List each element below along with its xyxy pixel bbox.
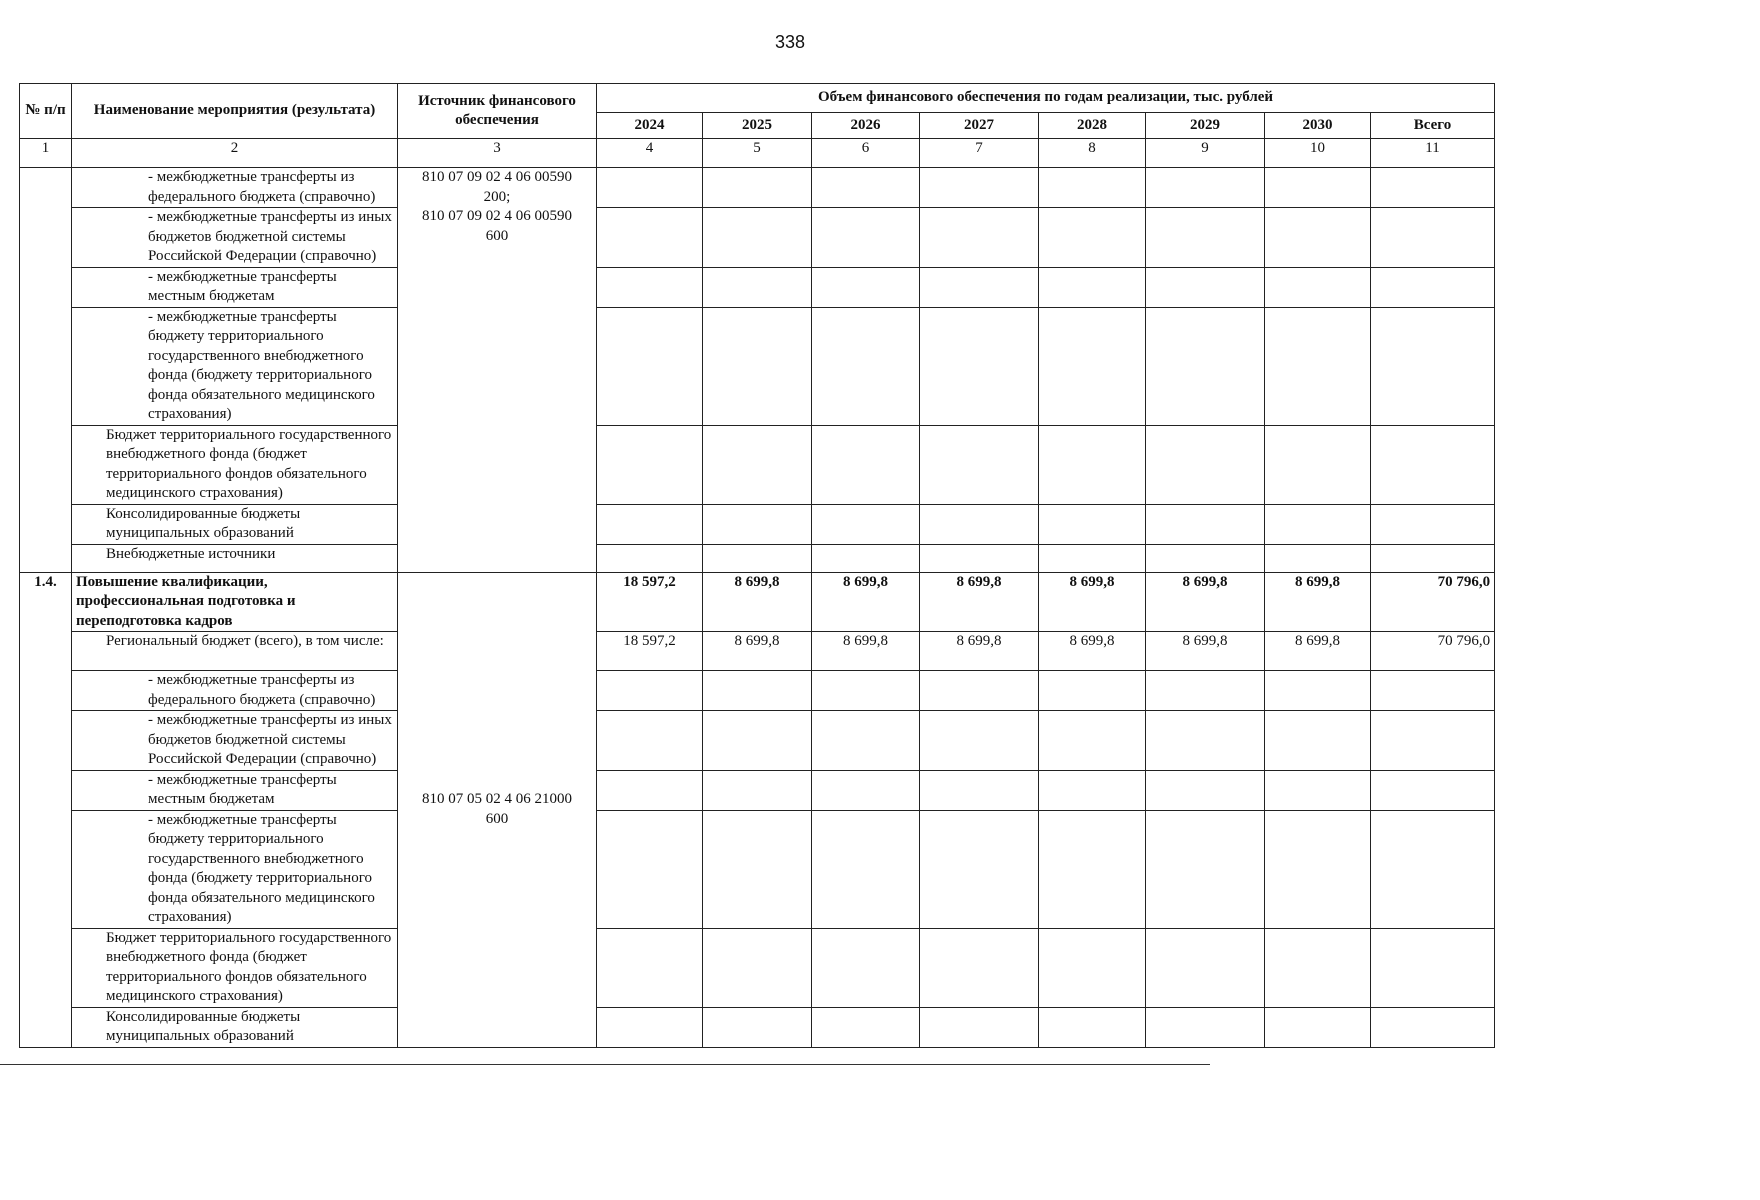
source-cell <box>398 168 597 573</box>
header-year: 2024 <box>597 113 703 139</box>
value-cell: 8 699,8 <box>703 632 812 671</box>
value-cell: 8 699,8 <box>1146 572 1265 632</box>
table-row <box>20 307 1495 425</box>
value-cell: 8 699,8 <box>812 572 920 632</box>
row-label: Бюджет территориального государственного внебюджетного фонда (бюджет территориального фондов обязательного медицинского страхования) <box>106 426 392 501</box>
row-label: - межбюджетные трансферты местным бюджетам <box>148 268 337 304</box>
source-line: 200; <box>483 188 511 205</box>
value-cell: 8 699,8 <box>1146 632 1265 671</box>
value-cell: 8 699,8 <box>812 632 920 671</box>
table-row <box>20 425 1495 504</box>
page-number: 338 <box>774 32 806 52</box>
header-year: 2025 <box>703 113 812 139</box>
value-cell: 8 699,8 <box>920 572 1039 632</box>
row-label: Консолидированные бюджеты муниципальных образований <box>106 505 301 541</box>
column-number: 10 <box>1265 139 1371 168</box>
table-row <box>20 1007 1495 1047</box>
column-number: 11 <box>1371 139 1495 168</box>
header-no: № п/п <box>20 84 72 139</box>
row-label: - межбюджетные трансферты бюджету территориального государственного внебюджетного фонда (бюджету территориального фонда обязательного медицинского страхования) <box>148 308 375 422</box>
header-year: 2029 <box>1146 113 1265 139</box>
table-row <box>20 810 1495 928</box>
table-row <box>20 208 1495 268</box>
row-label: Внебюджетные источники <box>106 545 276 562</box>
column-number: 8 <box>1039 139 1146 168</box>
header-year: 2030 <box>1265 113 1371 139</box>
table-row <box>20 928 1495 1007</box>
table-row <box>20 168 1495 208</box>
column-numbers-row <box>20 139 1495 168</box>
value-cell: 8 699,8 <box>1265 572 1371 632</box>
total-cell: 70 796,0 <box>1371 632 1495 671</box>
row-label: - межбюджетные трансферты из иных бюджетов бюджетной системы Российской Федерации (справочно) <box>148 712 392 767</box>
source-line: 810 07 09 02 4 06 00590 <box>422 208 572 224</box>
column-number: 5 <box>703 139 812 168</box>
value-cell: 8 699,8 <box>1039 632 1146 671</box>
header-source: Источник финансового обеспечения <box>398 84 597 139</box>
column-number: 7 <box>920 139 1039 168</box>
source-line: 600 <box>485 227 509 244</box>
row-label: - межбюджетные трансферты из федерального бюджета (справочно) <box>148 672 376 708</box>
column-number: 3 <box>398 139 597 168</box>
row-label: Бюджет территориального государственного внебюджетного фонда (бюджет территориального фондов обязательного медицинского страхования) <box>106 929 392 1004</box>
column-number: 4 <box>597 139 703 168</box>
source-line: 810 07 09 02 4 06 00590 <box>422 169 572 185</box>
header-year: 2028 <box>1039 113 1146 139</box>
source-cell <box>398 572 597 1047</box>
column-number: 9 <box>1146 139 1265 168</box>
table-row <box>20 671 1495 711</box>
row-label: Региональный бюджет (всего), в том числе: <box>106 633 384 649</box>
row-label: - межбюджетные трансферты местным бюджетам <box>148 771 337 807</box>
row-label: Консолидированные бюджеты муниципальных образований <box>106 1008 301 1044</box>
value-cell: 8 699,8 <box>920 632 1039 671</box>
header-year: 2027 <box>920 113 1039 139</box>
value-cell: 8 699,8 <box>703 572 812 632</box>
value-cell: 18 597,2 <box>597 632 703 671</box>
header-total: Всего <box>1371 113 1495 139</box>
table-row <box>20 711 1495 771</box>
table-row <box>20 504 1495 544</box>
value-cell: 8 699,8 <box>1039 572 1146 632</box>
value-cell: 8 699,8 <box>1265 632 1371 671</box>
row-label: - межбюджетные трансферты из иных бюджетов бюджетной системы Российской Федерации (справочно) <box>148 209 392 264</box>
column-number: 6 <box>812 139 920 168</box>
activity-title: Повышение квалификации, профессиональная подготовка и переподготовка кадров <box>72 572 398 632</box>
table-row <box>20 632 1495 671</box>
table-row <box>20 544 1495 572</box>
financing-table <box>19 83 1495 1048</box>
row-label: - межбюджетные трансферты из федерального бюджета (справочно) <box>148 169 376 205</box>
source-line: 810 07 05 02 4 06 21000 <box>422 791 572 807</box>
row-number: 1.4. <box>20 572 72 1047</box>
header-name: Наименование мероприятия (результата) <box>72 84 398 139</box>
table-row <box>20 267 1495 307</box>
table-row <box>20 572 1495 632</box>
source-line: 600 <box>485 810 509 827</box>
value-cell: 18 597,2 <box>597 572 703 632</box>
header-year: 2026 <box>812 113 920 139</box>
row-number-empty <box>20 168 72 573</box>
footer-rule <box>0 1064 1210 1065</box>
total-cell: 70 796,0 <box>1371 572 1495 632</box>
table-row <box>20 770 1495 810</box>
column-number: 1 <box>20 139 72 168</box>
row-label: - межбюджетные трансферты бюджету территориального государственного внебюджетного фонда (бюджету территориального фонда обязательного медицинского страхования) <box>148 811 375 925</box>
column-number: 2 <box>72 139 398 168</box>
header-volume: Объем финансового обеспечения по годам реализации, тыс. рублей <box>597 84 1495 113</box>
